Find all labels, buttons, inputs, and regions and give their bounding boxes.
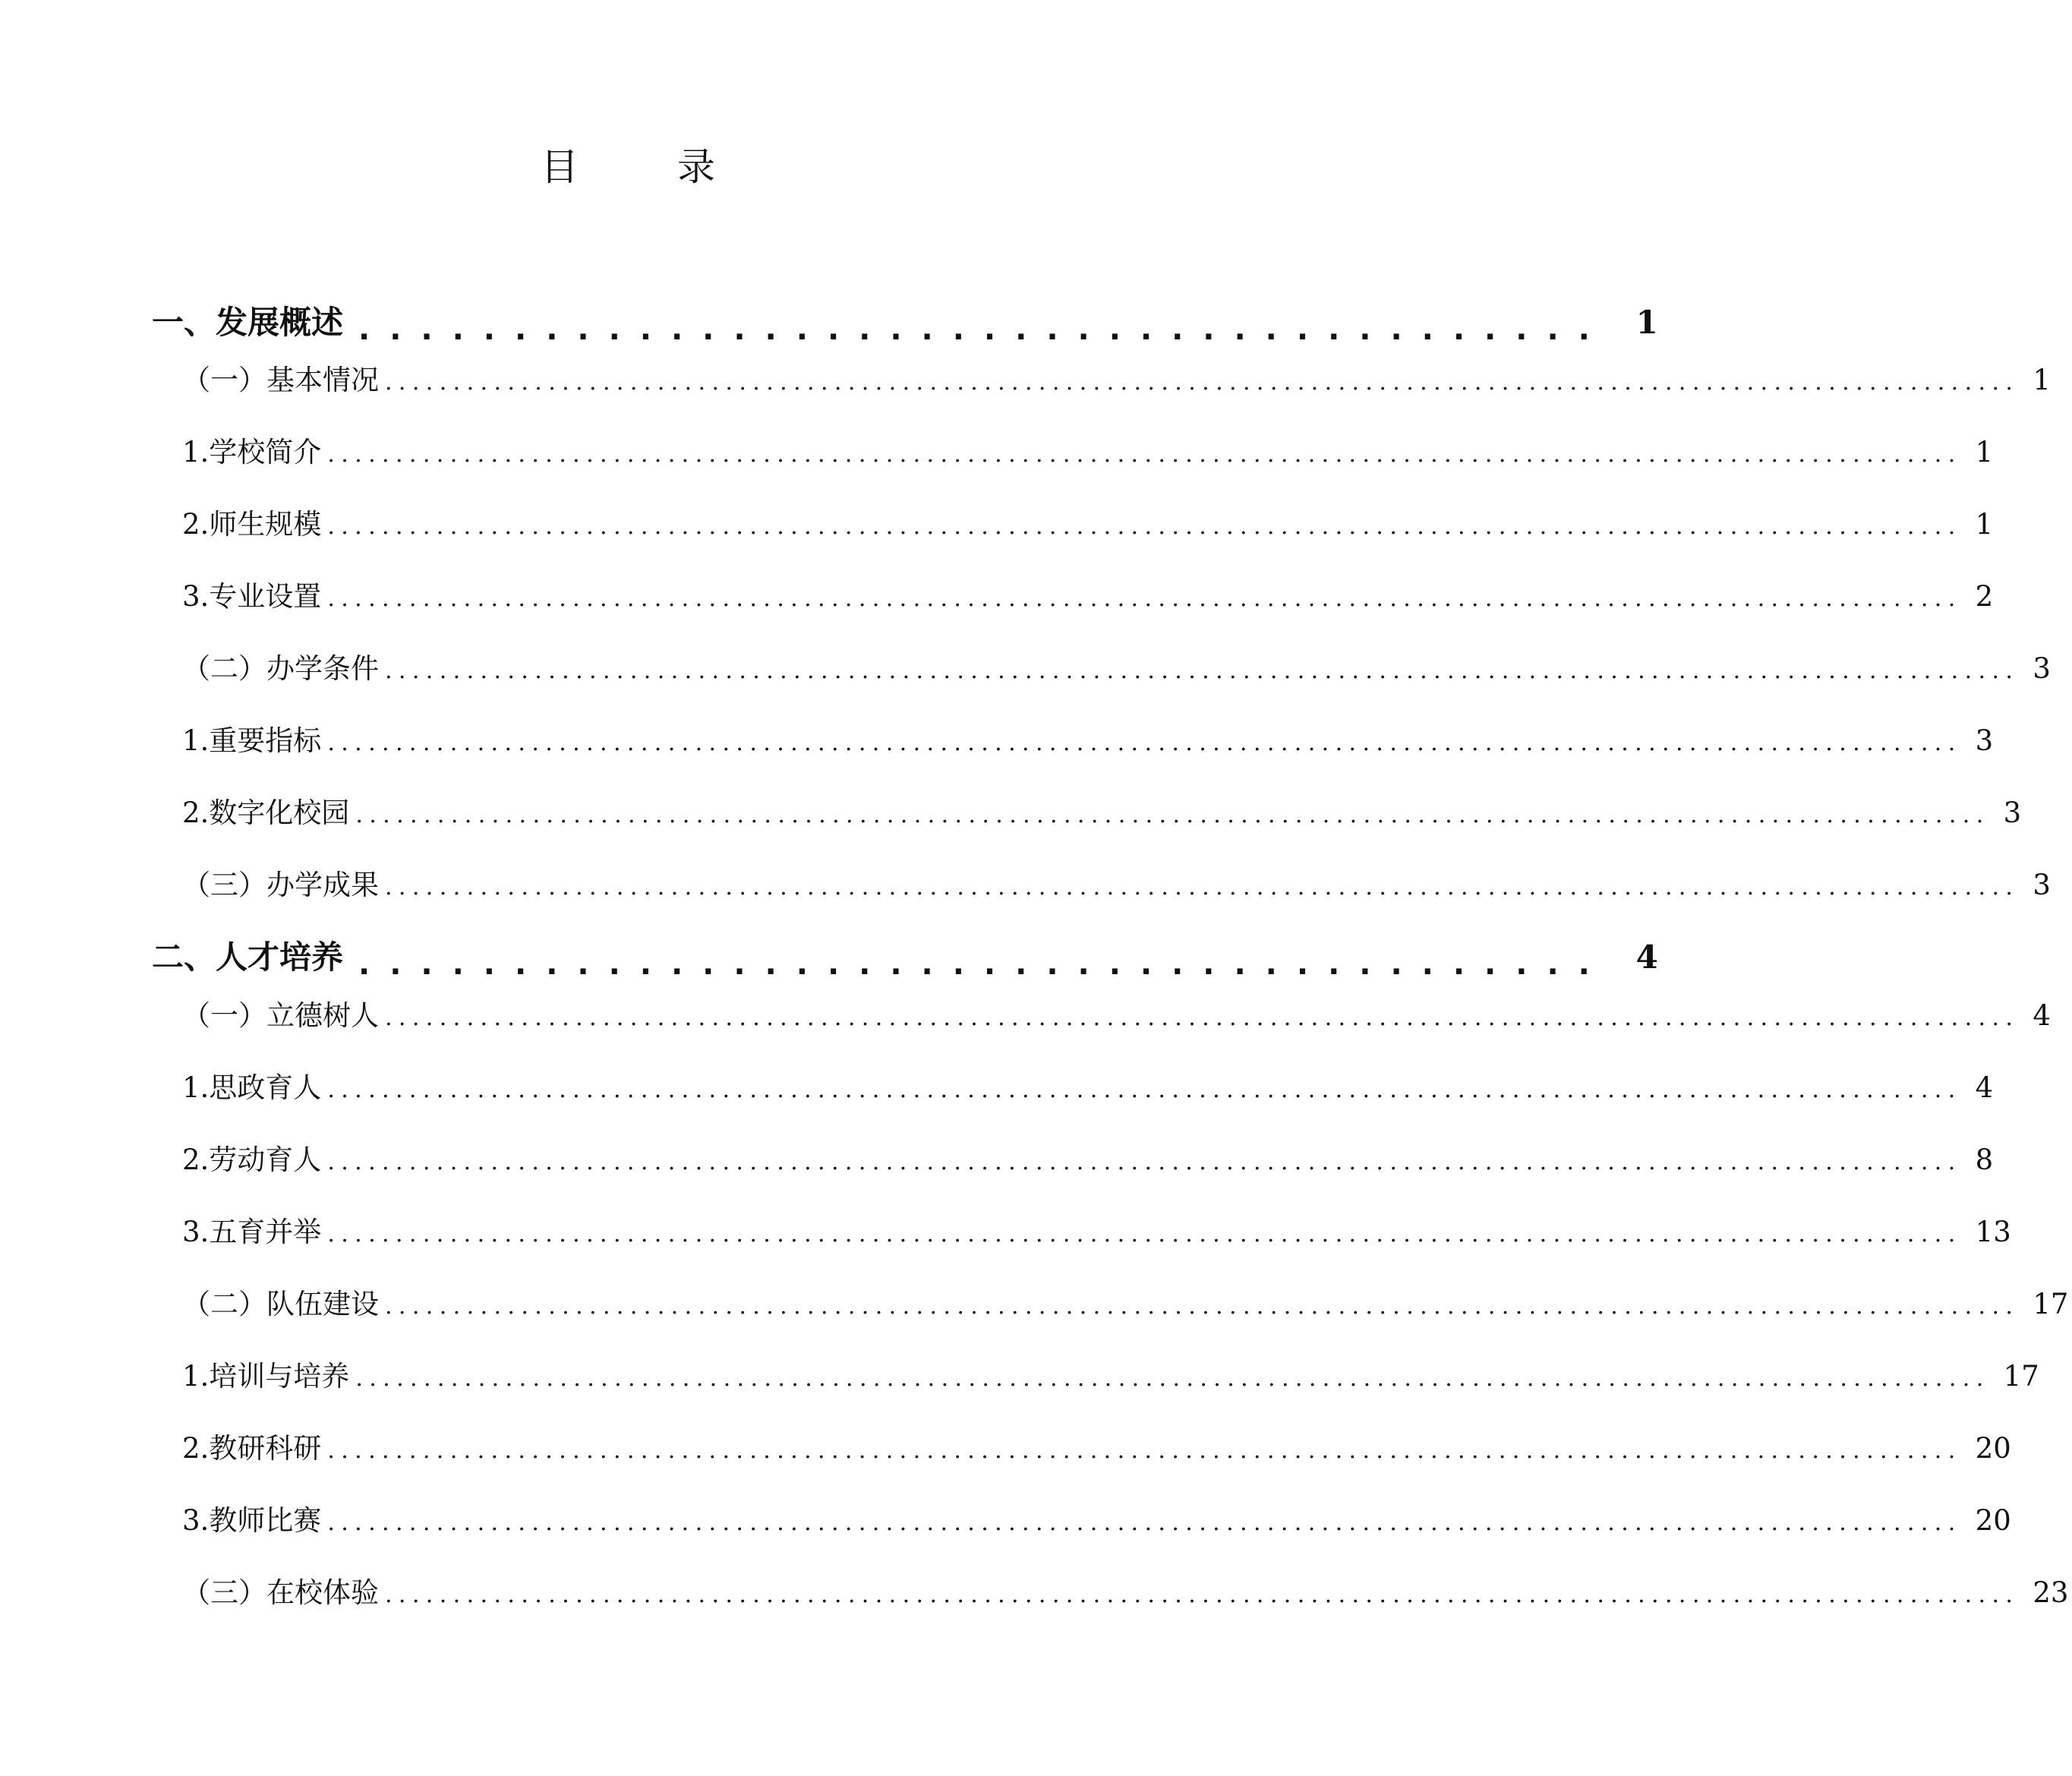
toc-entry[interactable] [182, 1065, 1994, 1110]
toc-entry-title: 二、人才培养 [152, 938, 344, 976]
dot-leader: ........................................................................................................................ [327, 1509, 1962, 1536]
toc-entry-title: 2.劳动育人 [182, 1144, 322, 1176]
toc-entry-page-number: 3 [1975, 724, 1994, 757]
toc-entry-page-number: 2 [1975, 580, 1994, 613]
dot-leader: ........................................................................................................................ [385, 1293, 2020, 1320]
toc-entry-page-number: 1 [2033, 364, 2051, 396]
dot-leader: ........................................................................................................................ [327, 1437, 1962, 1464]
dot-leader: ........................................................................................................................ [327, 1149, 1962, 1175]
dot-leader: ........................................................................................................................ [385, 1582, 2020, 1608]
toc-entry-title: 3.专业设置 [182, 580, 322, 613]
toc-entry[interactable] [182, 1281, 2069, 1326]
dot-leader: ........................................ [358, 312, 1610, 347]
toc-entry-page-number: 4 [2033, 999, 2051, 1032]
toc-entry-title: 1.学校简介 [182, 436, 322, 468]
toc-entry-page-number: 17 [2003, 1360, 2039, 1393]
toc-entry[interactable] [182, 1353, 2039, 1399]
toc-entry-title: 1.培训与培养 [182, 1360, 350, 1393]
toc-entry-title: 3.五育并举 [182, 1216, 322, 1248]
toc-entry-title: 2.教研科研 [182, 1432, 322, 1465]
dot-leader: ........................................................................................................................ [385, 1005, 2020, 1031]
toc-entry-page-number: 1 [1975, 508, 1994, 541]
toc-entry-page-number: 3 [2003, 797, 2022, 829]
toc-entry[interactable] [182, 645, 2051, 691]
dot-leader: ........................................................................................................................ [327, 441, 1962, 468]
toc-entry-title: （二）办学条件 [182, 652, 379, 685]
toc-entry-title: 3.教师比赛 [182, 1504, 322, 1537]
toc-entry-page-number: 13 [1975, 1216, 2011, 1248]
toc-entry-page-number: 8 [1975, 1144, 1994, 1176]
toc-entry-page-number: 1 [1635, 304, 1658, 341]
toc-entry-title: （二）队伍建设 [182, 1288, 379, 1320]
dot-leader: ........................................................................................................................ [327, 730, 1962, 756]
dot-leader: ........................................................................................................................ [327, 1077, 1962, 1103]
dot-leader: ........................................................................................................................ [385, 874, 2020, 901]
dot-leader: ........................................................................................................................ [385, 369, 2020, 396]
toc-entry[interactable] [182, 790, 2022, 835]
toc-entry[interactable] [182, 573, 1994, 619]
dot-leader: ........................................................................................................................ [355, 1365, 1990, 1392]
toc-entry-page-number: 4 [1975, 1071, 1994, 1104]
toc-entry[interactable] [182, 1569, 2069, 1615]
toc-entry[interactable] [182, 992, 2051, 1038]
dot-leader: ........................................................................................................................ [355, 802, 1990, 828]
toc-entry-page-number: 1 [1975, 436, 1994, 468]
toc-entry-title: 1.思政育人 [182, 1071, 322, 1104]
toc-entry[interactable] [152, 298, 1658, 347]
toc-entry[interactable] [182, 718, 1994, 763]
toc-entry[interactable] [182, 1209, 2011, 1254]
toc-entry[interactable] [182, 1497, 2011, 1543]
dot-leader: ........................................................................................................................ [385, 658, 2020, 684]
toc-entry[interactable] [182, 1137, 1994, 1182]
dot-leader: ........................................ [358, 947, 1610, 982]
toc-entry-title: （一）基本情况 [182, 364, 379, 396]
toc-entry[interactable] [152, 932, 1658, 982]
dot-leader: ........................................................................................................................ [327, 585, 1962, 612]
toc-entry-title: 1.重要指标 [182, 724, 322, 757]
toc-entry[interactable] [182, 1425, 2011, 1471]
toc-entry-page-number: 3 [2033, 652, 2051, 685]
toc-entry[interactable] [182, 357, 2051, 402]
dot-leader: ........................................................................................................................ [327, 513, 1962, 540]
toc-entry[interactable] [182, 862, 2051, 907]
toc-entry-page-number: 20 [1975, 1432, 2011, 1465]
toc-entry-title: （三）在校体验 [182, 1576, 379, 1609]
dot-leader: ........................................................................................................................ [327, 1221, 1962, 1248]
toc-entry-page-number: 17 [2033, 1288, 2069, 1320]
toc-entry-page-number: 20 [1975, 1504, 2011, 1537]
toc-entry-title: （三）办学成果 [182, 869, 379, 901]
toc-entry-title: 2.师生规模 [182, 508, 322, 541]
toc-entry-page-number: 23 [2033, 1576, 2069, 1609]
toc-entry-title: 2.数字化校园 [182, 797, 350, 829]
toc-entry-page-number: 3 [2033, 869, 2051, 901]
page-title: 目 录 [541, 145, 746, 189]
toc-entry-title: 一、发展概述 [152, 304, 344, 341]
toc-entry[interactable] [182, 429, 1994, 475]
toc-entry[interactable] [182, 501, 1994, 547]
toc-entry-title: （一）立德树人 [182, 999, 379, 1032]
toc-entry-page-number: 4 [1635, 938, 1658, 976]
